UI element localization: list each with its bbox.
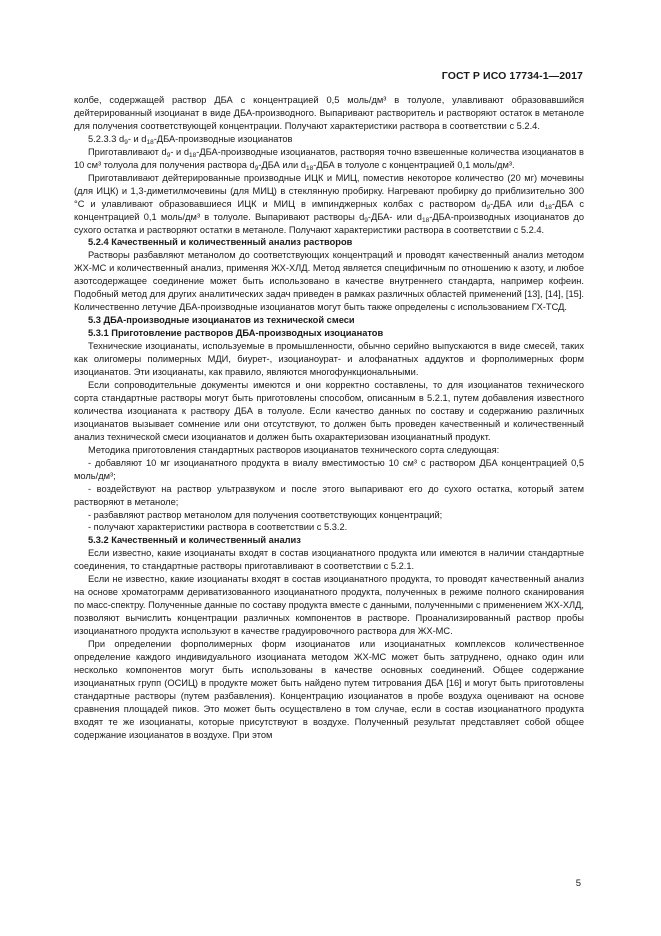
paragraph-d-dba-preparation: Приготавливают $d_9-$ и $d_{18}-ДБА$-производные изоцианатов, растворяя точно взвешенные количества изоцианатов в 10 см³ толуола для получения раствора $d_9$-ДБА или $d_{18}$-ДБА в толуоле с концентрацией 0,1 моль/дм³. [74, 146, 584, 172]
paragraph-technical-isocyanates: Технические изоцианаты, используемые в промышленности, обычно серийно выпускаются в виде смесей, таких как олигомеры полимерных МДИ, биурет-, изоцианоурат- и алофанатных аддуктов и форполимерных форм изоцианатов. Эти изоцианаты, как правило, являются многофункциональными. [74, 341, 584, 378]
list-item: - добавляют 10 мг изоцианатного продукта в виалу вместимостью 10 см³ с раствором ДБА концентрацией 0,5 моль/дм³; [74, 457, 584, 481]
paragraph-prepolymer-forms: При определении форполимерных форм изоцианатов или изоцианатных комплексов количественное определение каждого индивидуального изоцианата методом ЖХ-МС может быть затруднено, однако один или несколько компонентов могут быть использованы в качестве основных соединений. Общее содержание изоцианатных групп (ОСИЦ) в продукте может быть найдено путем титрования ДБА [16] и могут быть приготовлены стандартные растворы (путем разбавления). Концентрацию изоцианатов в пробе воздуха оценивают на основе сравнения площадей пиков. Это может быть осуществлено в том случае, если в состав изоцианатного продукта входят те же изоцианаты, которые присутствуют в воздухе. Полученный результат представляет собой общее содержание изоцианатов в воздухе. При этом [74, 639, 584, 740]
heading-5-3-1: 5.3.1 Приготовление растворов ДБА-производных изоцианатов [88, 328, 384, 339]
heading-5-2-3-3: 5.2.3.3 $d_9-$ и $d_{18}-ДБА$-производные изоцианатов [88, 133, 293, 146]
paragraph-analysis: Растворы разбавляют метанолом до соответствующих концентраций и проводят качественный анализ методом ЖХ-МС и количественный анализ, применяя ЖХ-ХЛД. Метод является специфичным по отношению к азоту, и любое азотсодержащее соединение может быть использовано в качестве внутреннего стандарта, например кофеин. Подобный метод для других аналитических задач приведен в рамках различных областей применений [13], [14], [15]. Количественно летучие ДБА-производные изоцианатов могут быть также определены с использованием ГХ-ТСД. [74, 250, 584, 313]
paragraph-deuterated-ick-mic: Приготавливают дейтерированные производные ИЦК и МИЦ, поместив некоторое количество (20 мг) мочевины (для ИЦК) и 1,3-диметилмочевины (для МИЦ) в стеклянную пробирку. Нагревают пробирку до приблизительно 300 °C и улавливают образовавшиеся ИЦК и МИЦ в импинджерных колбах с раствором $d_9$-ДБА или $d_{18}$-ДБА с концентрацией 0,1 моль/дм³ в толуоле. Выпаривают растворы $d_9-ДБА-$ или $d_{18}-ДБА$-производных изоцианатов до сухого остатка и растворяют остатки в метаноле. Получают характеристики раствора в соответствии с 5.2.4. [74, 172, 585, 235]
heading-5-2-4: 5.2.4 Качественный и количественный анализ растворов [88, 237, 353, 248]
page-number: 5 [575, 878, 581, 889]
paragraph-known-isocyanates: Если известно, какие изоцианаты входят в состав изоцианатного продукта или имеются в наличии стандартные соединения, то стандартные растворы приготавливают в соответствии с 5.2.1. [74, 548, 584, 572]
paragraph-continuation: колбе, содержащей раствор ДБА с концентрацией 0,5 моль/дм³ в толуоле, улавливают образовавшийся дейтерированный изоцианат в виде ДБА-производного. Выпаривают растворитель и растворяют остаток в метаноле для получения соответствующей концентрации. Получают характеристики раствора в соответствии с 5.2.4. [74, 95, 584, 131]
heading-5-3-2: 5.3.2 Качественный и количественный анализ [88, 535, 301, 546]
paragraph-method-intro: Методика приготовления стандартных растворов изоцианатов технического сорта следующая: [88, 444, 500, 455]
paragraph-accompanying-documents: Если сопроводительные документы имеются и они корректно составлены, то для изоцианатов технического сорта стандартные растворы могут быть приготовлены способом, описанным в 5.2.1, путем добавления известного количества изоцианата к раствору ДБА в толуоле. Если качество данных по составу и содержанию различных изоцианатов вызывает сомнение или они отсутствуют, то должен быть проведен качественный и количественный анализ технической смеси изоцианатов и должен быть охарактеризован изоцианатный продукт. [74, 379, 584, 442]
list-item: - разбавляют раствор метанолом для получения соответствующих концентраций; [88, 509, 443, 520]
document-code-header: ГОСТ Р ИСО 17734-1—2017 [441, 70, 583, 82]
document-body [74, 94, 584, 742]
paragraph-unknown-isocyanates: Если не известно, какие изоцианаты входят в состав изоцианатного продукта, то проводят качественный анализ на основе хроматограмм дериватизованного изоцианатного продукта, полученных в режиме полного сканирования по масс-спектру. Полученные данные по составу продукта вместе с данными, полученными с применением ЖХ-ХЛД, позволяют вычислить концентрации различных компонентов в растворе. Проанализированный раствор пробы изоцианатного продукта используют в качестве градуировочного раствора для ЖХ-МС. [74, 574, 584, 637]
heading-5-3: 5.3 ДБА-производные изоцианатов из технической смеси [88, 315, 355, 326]
list-item: - получают характеристики раствора в соответствии с 5.3.2. [88, 522, 348, 533]
list-item: - воздействуют на раствор ультразвуком и после этого выпаривают его до сухого остатка, который затем растворяют в метаноле; [74, 483, 584, 507]
